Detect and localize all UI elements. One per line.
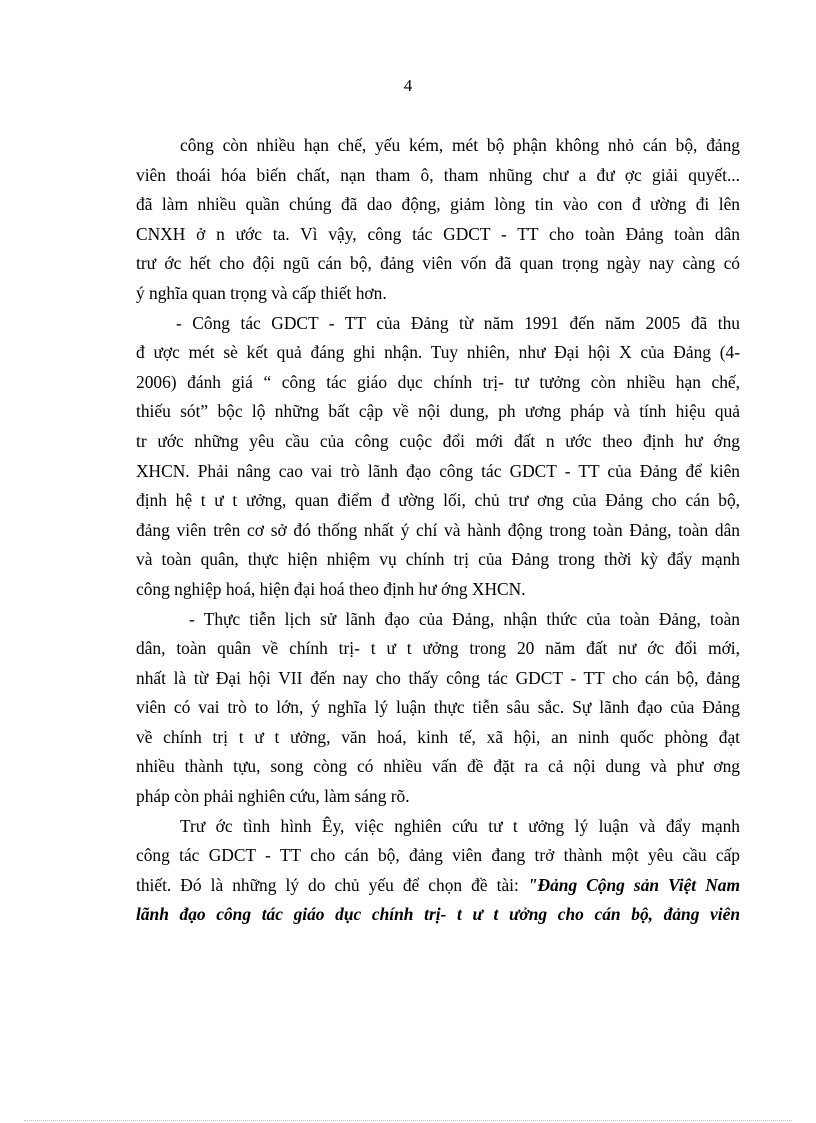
- paragraph-line: XHCN. Phải nâng cao vai trò lãnh đạo công tác GDCT - TT của Đảng để kiên: [136, 460, 740, 481]
- body-text: [136, 131, 740, 930]
- paragraph-line: thiếu sót” bộc lộ những bất cập về nội dung, ph ương pháp và tính hiệu quả: [136, 401, 740, 422]
- thesis-title-line: lãnh đạo công tác giáo dục chính trị- t ư t ưởng cho cán bộ, đảng viên: [136, 904, 740, 925]
- paragraph-line-with-title: [136, 871, 740, 901]
- paragraph-line: trư ớc hết cho đội ngũ cán bộ, đảng viên vốn đã quan trọng ngày nay càng có: [136, 253, 740, 274]
- paragraph-line: và toàn quân, thực hiện nhiệm vụ chính trị của Đảng trong thời kỳ đẩy mạnh: [136, 549, 740, 570]
- paragraph-line: ý nghĩa quan trọng và cấp thiết hơn.: [136, 282, 387, 303]
- paragraph-line: đ ược mét sè kết quả đáng ghi nhận. Tuy nhiên, như Đại hội X của Đảng (4-: [136, 342, 740, 363]
- paragraph-line: về chính trị t ư t ưởng, văn hoá, kinh tế, xã hội, an ninh quốc phòng đạt: [136, 726, 740, 747]
- paragraph-line: nhất là từ Đại hội VII đến nay cho thấy công tác GDCT - TT cho cán bộ, đảng: [136, 667, 740, 688]
- paragraph-line: viên thoái hóa biến chất, nạn tham ô, tham nhũng chư a đư ợc giải quyết...: [136, 164, 740, 185]
- paragraph-line: công tác GDCT - TT cho cán bộ, đảng viên đang trở thành một yêu cầu cấp: [136, 845, 740, 866]
- page-number: 4: [403, 76, 413, 95]
- paragraph-line: định hệ t ư t ưởng, quan điểm đ ường lối, chủ trư ơng của Đảng cho cán bộ,: [136, 490, 740, 511]
- paragraph-line: nhiều thành tựu, song còng có nhiều vấn đề đặt ra cả nội dung và phư ơng: [136, 756, 740, 777]
- paragraph-line: dân, toàn quân về chính trị- t ư t ưởng trong 20 năm đất nư ớc đổi mới,: [136, 638, 740, 659]
- paragraph-line: công còn nhiều hạn chế, yếu kém, mét bộ phận không nhỏ cán bộ, đảng: [180, 135, 740, 155]
- paragraph-line: Trư ớc tình hình Êy, việc nghiên cứu tư t ưởng lý luận và đẩy mạnh: [180, 815, 740, 836]
- paragraph-line: tr ước những yêu cầu của công cuộc đổi mới đất n ước theo định hư ớng: [136, 430, 740, 451]
- paragraph-line: đã làm nhiều quần chúng đã dao động, giảm lòng tin vào con đ ường đi lên: [136, 194, 740, 215]
- thesis-title-start: "Đảng Cộng sản Việt Nam: [527, 874, 740, 895]
- paragraph-line: pháp còn phải nghiên cứu, làm sáng rõ.: [136, 786, 410, 807]
- paragraph-line: 2006) đánh giá “ công tác giáo dục chính trị- tư tưởng còn nhiều hạn chế,: [136, 371, 740, 392]
- paragraph-line: CNXH ở n ước ta. Vì vậy, công tác GDCT - TT cho toàn Đảng toàn dân: [136, 223, 740, 244]
- paragraph-line: viên có vai trò to lớn, ý nghĩa lý luận thực tiễn sâu sắc. Sự lãnh đạo của Đảng: [136, 697, 740, 718]
- paragraph-text: thiết. Đó là những lý do chủ yếu để chọn đề tài:: [136, 874, 528, 895]
- paragraph-line: công nghiệp hoá, hiện đại hoá theo định hư ớng XHCN.: [136, 578, 526, 599]
- paragraph-line: - Công tác GDCT - TT của Đảng từ năm 1991 đến năm 2005 đã thu: [176, 312, 740, 333]
- paragraph-line: đảng viên trên cơ sở đó thống nhất ý chí và hành động trong toàn Đảng, toàn dân: [136, 519, 740, 540]
- page-bottom-border: [24, 1120, 792, 1121]
- paragraph-line: - Thực tiễn lịch sử lãnh đạo của Đảng, nhận thức của toàn Đảng, toàn: [189, 608, 740, 629]
